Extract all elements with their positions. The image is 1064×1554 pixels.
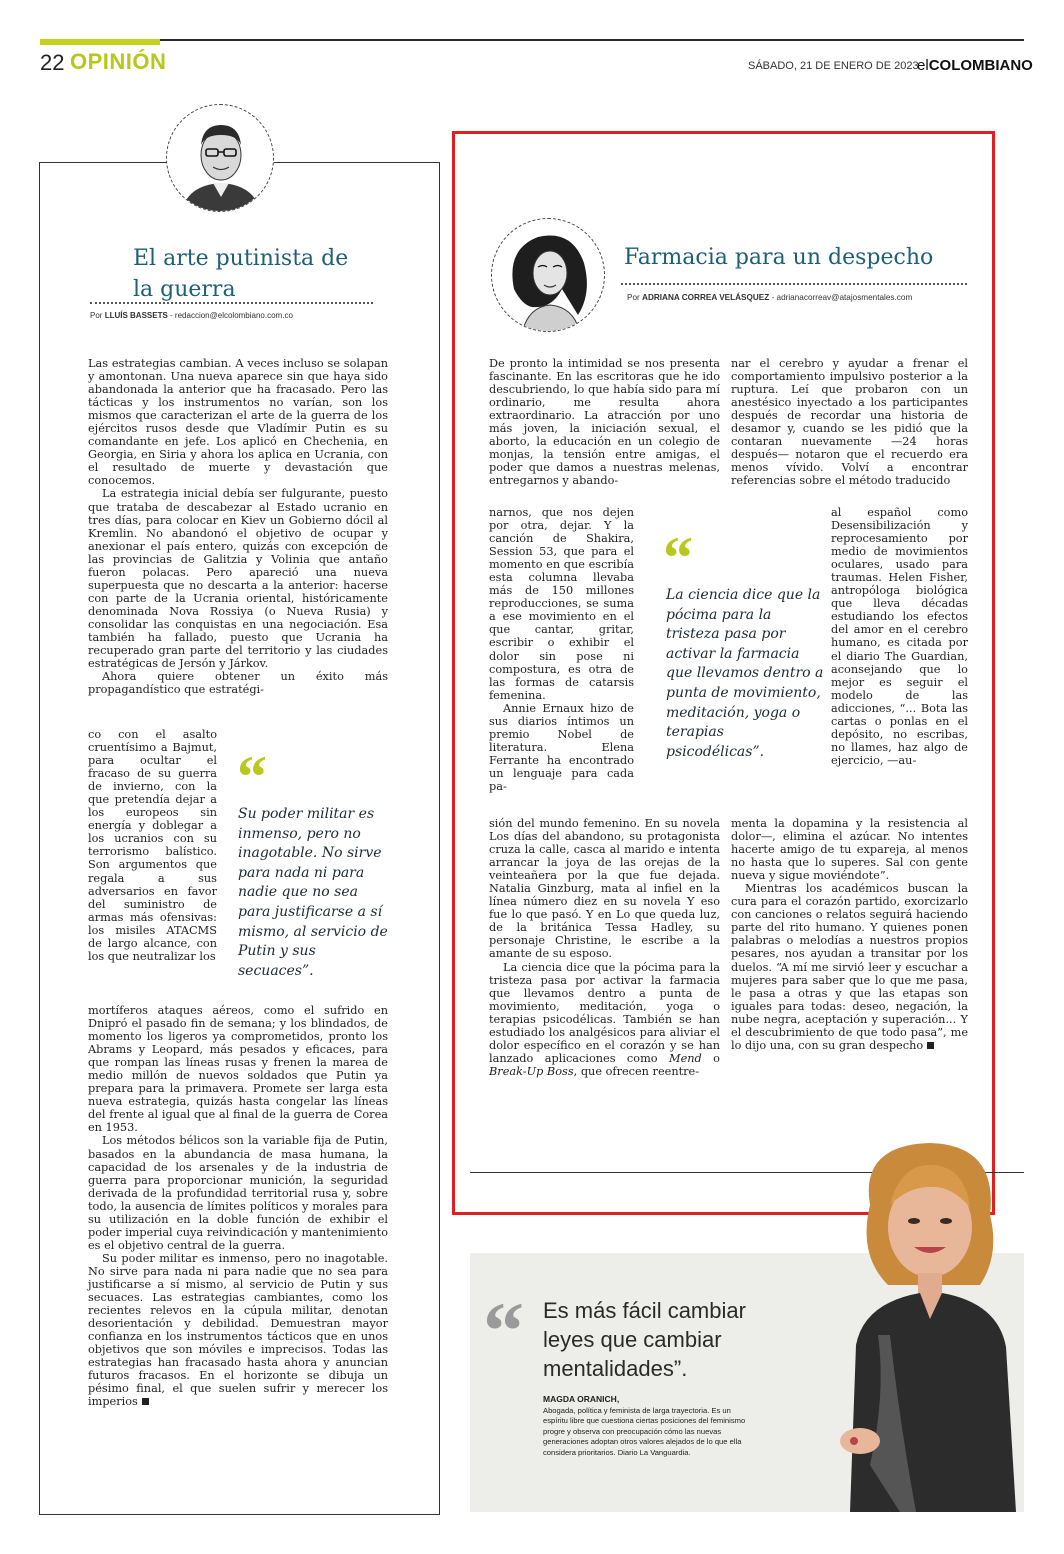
right-col2-narrow: al español como Desensibilización y reprocesamiento por medio de movimientos oculares, usado para traumas. Helen Fisher, antropóloga biológica que lleva décadas estudiando los efectos del amor en el cerebro humano, es citada por el diario The Guardian, aconsejando que lo mejor es seguir el modelo de las adicciones, “... Bota las cartas o ponlas en el depósito, no escribas, no llames, haz algo de ejercicio, —au- — [831, 506, 968, 767]
author-email: - adrianacorreav@atajosmentales.com — [771, 293, 913, 302]
right-col1-narrow: narnos, que nos dejen por otra, dejar. Y la canción de Shakira, Session 53, que para el momento en que escribía esta columna llevaba más de 150 millones reproducciones, se suma a ese movimiento en el que cantar, gritar, escribir o exhibir el dolor sin pose ni compostura, es otra de las formas de catarsis femenina. Annie Ernaux hizo de sus diarios íntimos un premio Nobel de literatura. Elena Ferrante ha encontrado un lenguaje para cada pa- — [489, 506, 634, 793]
person-photo-icon — [830, 1135, 1024, 1512]
end-mark-icon — [142, 1398, 149, 1405]
right-byline: Por ADRIANA CORREA VELÁSQUEZ - adrianacorreav@atajosmentales.com — [627, 293, 913, 302]
header-rule — [40, 39, 1024, 41]
right-col1-bottom: sión del mundo femenino. En su novela Los días del abandono, su protagonista cruza la calle, casca al marido e intenta arrancar la joya de las orejas de la veinteañera por la que fue dejada. Natalia Ginzburg, mata al infiel en la línea número diez en su novela Y eso fue lo que pasó. Y en Lo que queda luz, de la británica Tessa Hadley, su personaje Christine, le escribe a la amante de su esposo. La ciencia dice que la pócima para la tristeza pasa por activar la farmacia que llevamos dentro a punta de movimiento, meditación, yoga o terapias psicodélicas. También se han estudiado los analgésicos para aliviar el dolor específico en el corazón y se han lanzado aplicaciones como Mend o Break-Up Boss, que ofrecen reentre- — [489, 817, 720, 1078]
author-email: - redaccion@elcolombiano.com.co — [170, 311, 293, 320]
left-pull-quote: Su poder militar es inmenso, pero no inagotable. No sirve para nada ni para nadie que no sea para justificarse a sí mismo, al servicio de Putin y sus secuaces”. — [238, 806, 388, 979]
quote-mark-icon: “ — [483, 1285, 524, 1376]
author-name: LLUÍS BASSETS — [104, 311, 168, 320]
newspaper-logo: elCOLOMBIANO — [917, 57, 1033, 74]
quote-mark-icon: “ — [663, 525, 693, 591]
quote-author-name: MAGDA ORANICH, — [543, 1394, 620, 1404]
right-col1-top: De pronto la intimidad se nos presenta fascinante. En las escritoras que he ido descubriendo, lo que había sido para mí ordinario, me resulta ahora extraordinario. La atracción por uno más joven, la iniciación sexual, el aborto, la educación en un colegio de monjas, la tensión entre amigas, el poder que damos a nuestras melenas, entregarnos y abando- — [489, 357, 720, 488]
page-number: 22 — [40, 50, 65, 75]
left-body-bottom: mortíferos ataques aéreos, como el sufrido en Dnipró el pasado fin de semana; y los blindados, de momento los ligeros ya comprometidos, pronto los Abrams y Leopard, más pesados y eficaces, para que rompan las líneas rusas y frenen la marea de medio millón de nuevos soldados que Putin ya prepara para la primavera. Promete ser larga esta nueva estrategia, quizás hasta congelar las líneas del frente al igual que al final de la guerra de Corea en 1953. Los métodos bélicos son la variable fija de Putin, basados en la abundancia de masa humana, la capacidad de los arsenales y de la industria de guerra para proporcionar munición, la seguridad derivada de la profundidad territorial rusa y, sobre todo, la ausencia de límites políticos y morales para su utilización en la doble función de exhibir el poder imperial cuya reivindicación y mantenimiento es el objetivo central de la guerra. Su poder militar es inmenso, pero no inagotable. No sirve para nada ni para nadie que no sea para justificarse a sí mismo, al servicio de Putin y sus secuaces. Las estrategias cambiantes, como los recientes relevos en la cúpula militar, denotan desorientación y debilidad. Demuestran mayor confianza en los instrumentos tácticos que en unos objetivos que son móviles e imprecisos. Todas las estrategias han fracasado hasta ahora y anuncian futuros fracasos. En el horizonte se dibuja un pésimo final, el que suelen sufrir y merecer los imperios — [88, 1004, 388, 1409]
section-name: OPINIÓN — [70, 49, 167, 74]
selection-highlight-box — [452, 131, 995, 1215]
left-body-narrow: co con el asalto cruentísimo a Bajmut, para ocultar el fracaso de su guerra de invierno, con la que pretendía dejar a los europeos sin energía y doblegar a los ucranios con su terrorismo balístico. Son argumentos que regala a sus adversarios en favor del suministro de armas más ofensivas: los misiles ATACMS de largo alcance, con los que neutralizar los — [88, 728, 217, 963]
app-name: Break-Up Boss — [489, 1064, 574, 1078]
author-portrait-icon — [166, 104, 274, 212]
edition-date: SÁBADO, 21 DE ENERO DE 2023 — [748, 60, 919, 72]
app-name: Mend — [669, 1051, 702, 1065]
left-article-title: El arte putinista de la guerra — [133, 246, 349, 302]
right-article-title: Farmacia para un despecho — [624, 245, 934, 270]
quote-author-description: Abogada, política y feminista de larga trayectoria. Es un espíritu libre que cuestiona ciertas posiciones del feminismo progre y observa con preocupación cómo las nuevas generaciones adoptan otros valores alejados de lo que ella considera prioritarios. Diario La Vanguardia. — [543, 1406, 746, 1457]
left-body-top: Las estrategias cambian. A veces incluso se solapan y amontonan. Una nueva aparece sin que haya sido abandonada la anterior que ha fracasado. Pero las tácticas y los instrumentos no varían, son los mismos que caracterizan el arte de la guerra de los ejércitos rusos desde que Vladímir Putin es su comandante en jefe. Los aplicó en Chechenia, en Georgia, en Siria y ahora los aplica en Ucrania, con el resultado de muerte y devastación que conocemos. La estrategia inicial debía ser fulgurante, puesto que trataba de descabezar al Estado ucranio en tres días, para colocar en Kiev un Gobierno dócil al Kremlin. No abandonó el objetivo de ocupar y anexionar el país entero, quizás con excepción de las provincias de Galitzia y Volinia que antaño fueron polacas. Pero apareció una nueva superpuesta que no descarta a la anterior: hacerse con parte de la Ucrania oriental, históricamente denominada Nova Rossiya (o Nueva Rusia) y consolidar las conquistas en una negociación. Esa también ha fallado, puesto que Ucrania ha recuperado gran parte del territorio y las ciudades estratégicas de Jersón y Járkov. Ahora quiere obtener un éxito más propagandístico que estratégi- — [88, 357, 388, 697]
featured-quote: Es más fácil cambiar leyes que cambiar mentalidades”. — [543, 1298, 746, 1381]
left-byline: Por LLUÍS BASSETS - redaccion@elcolombiano.com.co — [90, 311, 293, 320]
right-col2-top: nar el cerebro y ayudar a frenar el comportamiento impulsivo posterior a la ruptura. Leí que probaron con un anestésico inyectado a los participantes después de recordar una historia de desamor y, cuando se les pidió que la contaran nuevamente —24 horas después— notaron que el recuerdo era menos vívido. Volví a encontrar referencias sobre el método traducido — [731, 357, 968, 488]
right-col2-bottom: menta la dopamina y la resistencia al dolor—, elimina el azúcar. No intentes hacerte amigo de tu expareja, al menos no hasta que lo superes. Sal con gente nueva y sigue moviéndote”. Mientras los académicos buscan la cura para el corazón partido, exorcizarlo con canciones o relatos seguirá haciendo parte del rito humano. Y quienes ponen palabras o melodías a nuestros propios pesares, nos ayudan a transitar por los duelos. “A mí me sirvió leer y escuchar a mujeres para saber que lo que me pasa, le pasa a otras y que las etapas son iguales para todas: deseo, negación, la nube negra, aceptación y superación... Y el descubrimiento de que todo pasa”, me lo dijo una, con su gran despecho — [731, 817, 968, 1052]
title-divider — [90, 302, 373, 304]
right-pull-quote: La ciencia dice que la pócima para la tristeza pasa por activar la farmacia que llevamos dentro a punta de movimiento, meditación, yoga o terapias psicodélicas”. — [666, 587, 824, 760]
author-name: ADRIANA CORREA VELÁSQUEZ — [642, 293, 770, 302]
section-accent-bar — [40, 39, 160, 45]
quote-mark-icon: “ — [237, 744, 267, 810]
